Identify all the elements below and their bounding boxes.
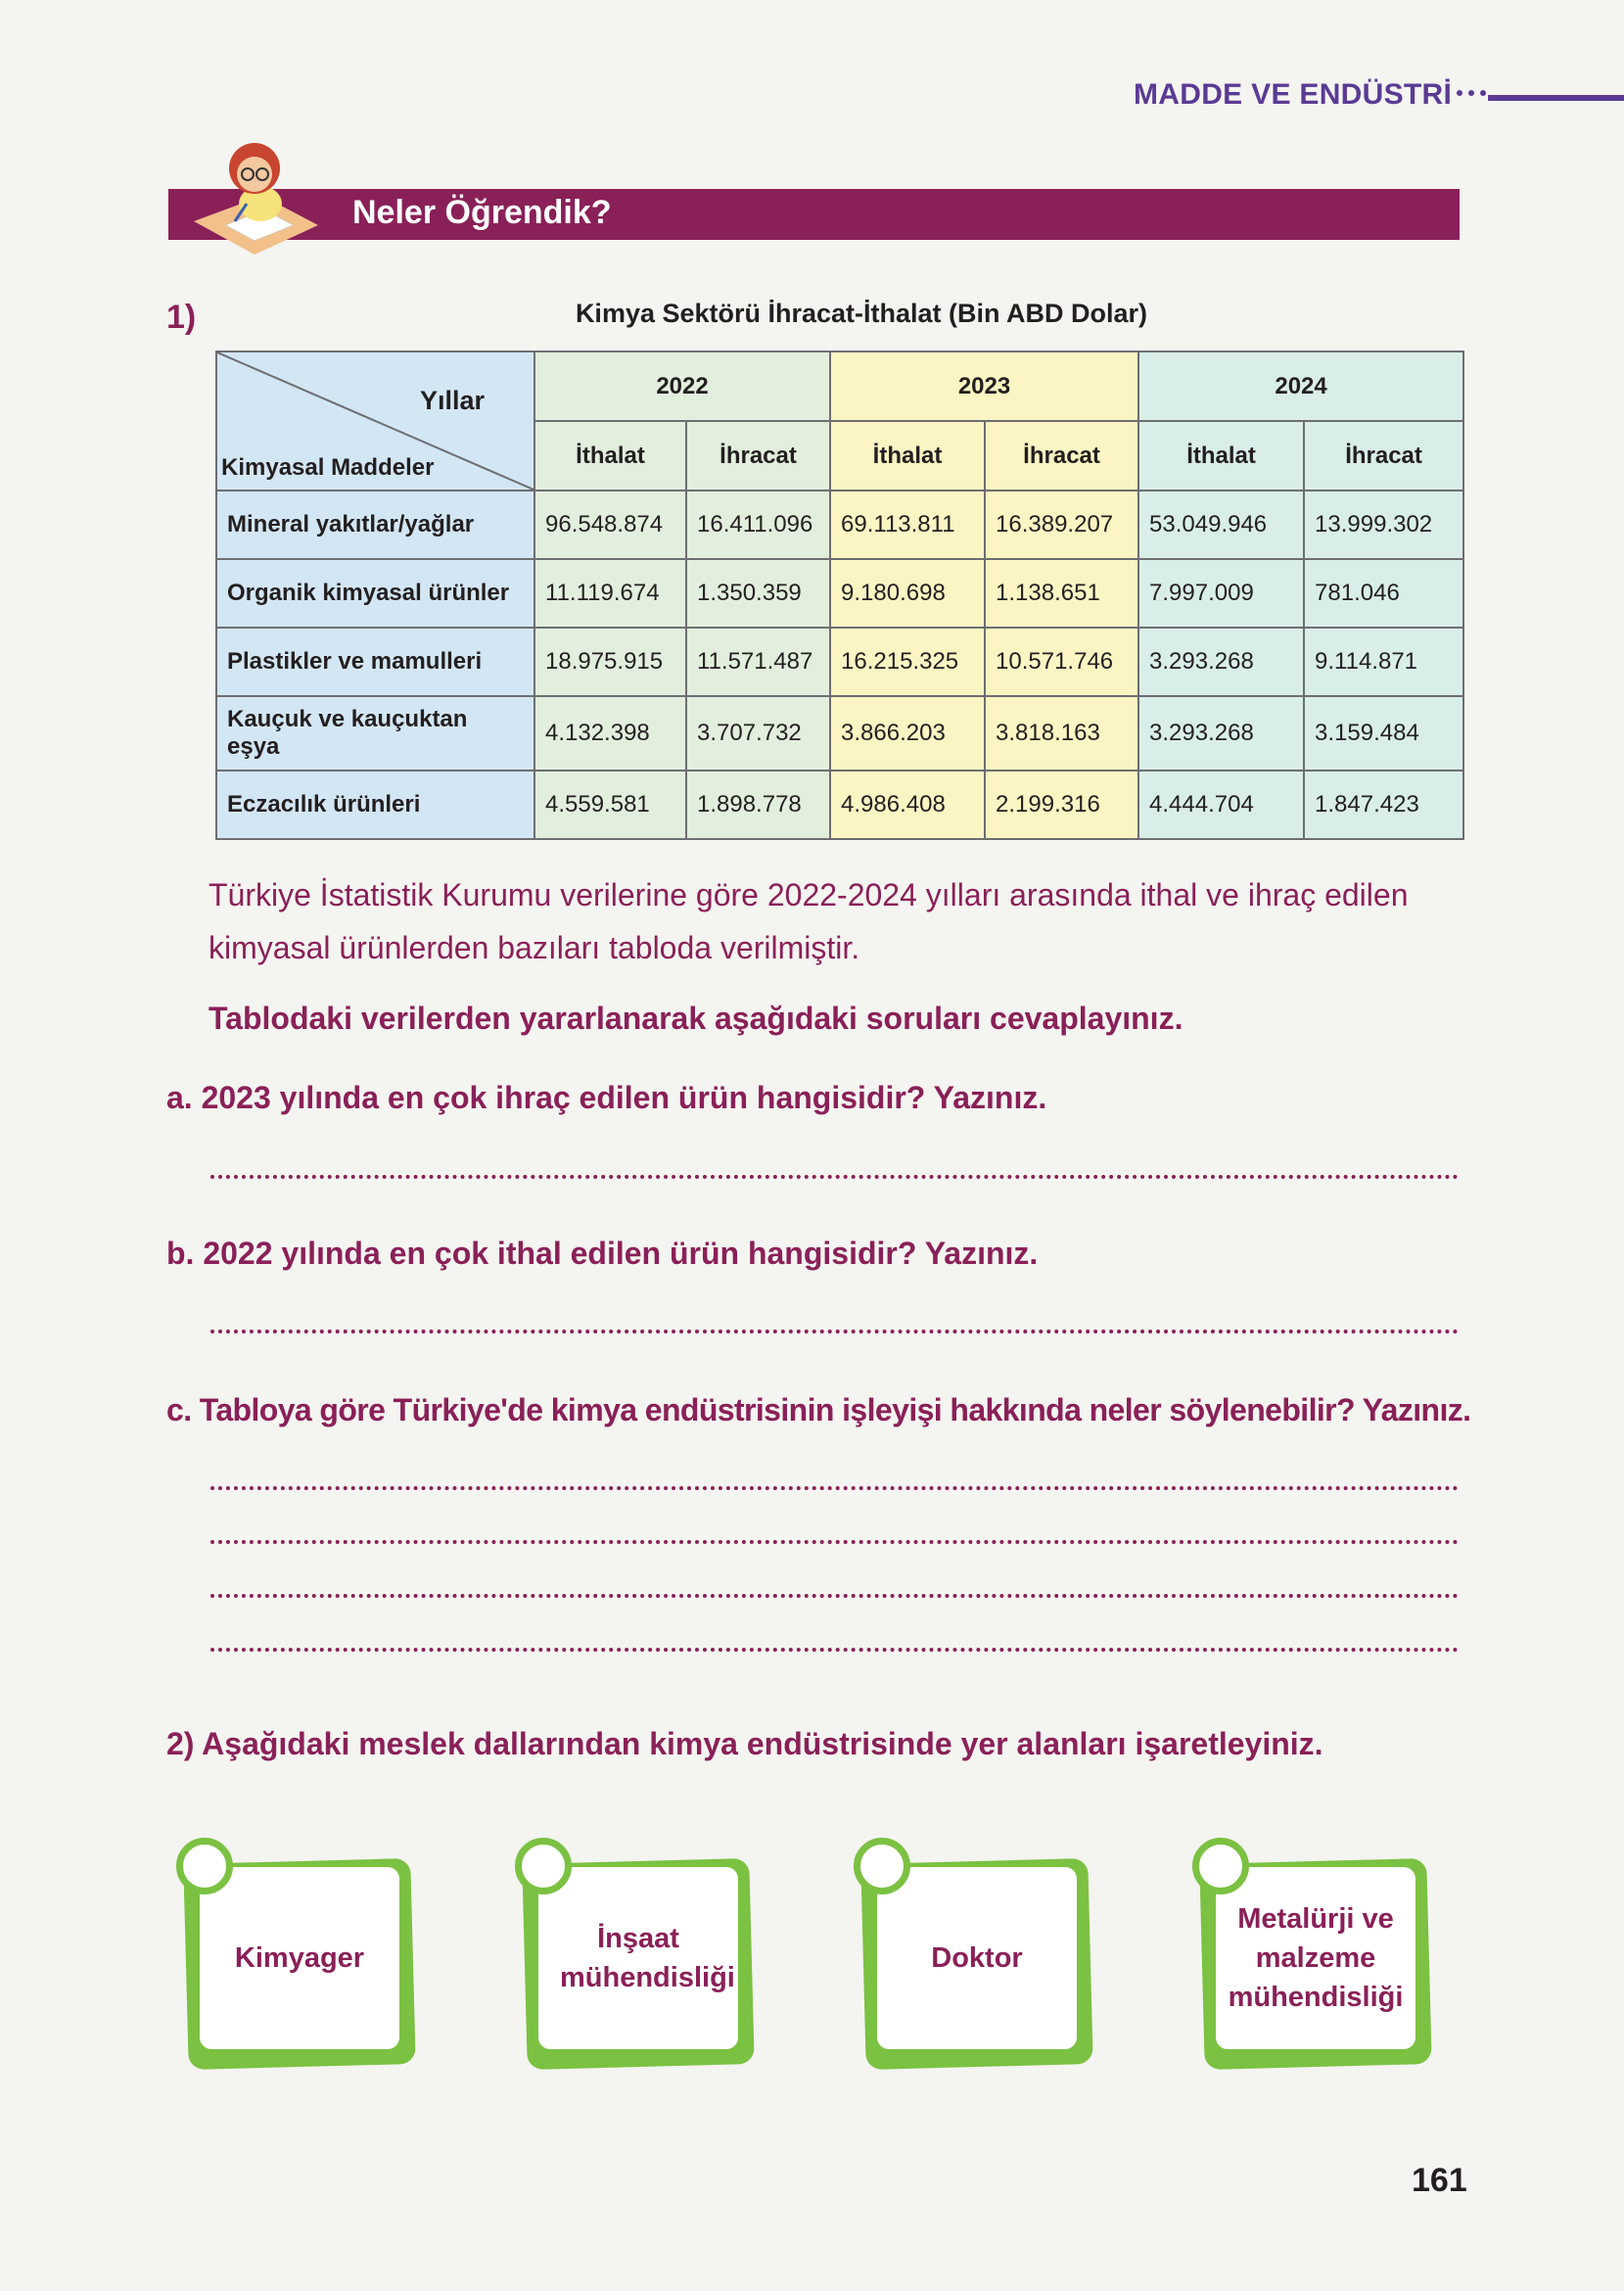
header-dots	[1457, 90, 1486, 96]
table-cell: 1.138.651	[985, 559, 1138, 628]
table-cell: 3.293.268	[1138, 628, 1304, 696]
year-header: 2022	[534, 351, 830, 421]
checkbox-ring[interactable]	[1192, 1838, 1249, 1894]
answer-line-c-2[interactable]	[210, 1540, 1459, 1544]
table-cell: 1.847.423	[1304, 771, 1463, 839]
table-cell: 3.866.203	[830, 696, 985, 771]
table-cell: 18.975.915	[534, 628, 686, 696]
row-label: Kauçuk ve kauçuktan eşya	[216, 696, 534, 771]
chemical-trade-table	[215, 351, 1464, 840]
option-label: Kimyager	[234, 1942, 365, 1974]
checkbox-ring[interactable]	[176, 1838, 233, 1894]
question-a: a. 2023 yılında en çok ihraç edilen ürün hangisidir? Yazınız.	[166, 1080, 1047, 1115]
table-row	[216, 491, 1463, 559]
answer-line-c-4[interactable]	[210, 1648, 1459, 1652]
table-cell: 4.132.398	[534, 696, 686, 771]
intro-paragraph: Türkiye İstatistik Kurumu verilerine göre 2022-2024 yılları arasında ithal ve ihraç edilen kimyasal ürünlerden bazıları tabloda verilmiştir.	[209, 877, 1409, 965]
table-cell: 4.986.408	[830, 771, 985, 839]
table-cell: 4.444.704	[1138, 771, 1304, 839]
table-cell: 16.389.207	[985, 491, 1138, 559]
subheader-import: İthalat	[534, 421, 686, 491]
table-cell: 69.113.811	[830, 491, 985, 559]
answer-line-a[interactable]	[210, 1175, 1459, 1179]
table-cell: 13.999.302	[1304, 491, 1463, 559]
row-label: Organik kimyasal ürünler	[216, 559, 534, 628]
table-row	[216, 771, 1463, 839]
table-cell: 16.411.096	[686, 491, 830, 559]
checkbox-ring[interactable]	[515, 1838, 572, 1894]
answer-line-b[interactable]	[210, 1330, 1459, 1333]
question-b: b. 2022 yılında en çok ithal edilen ürün hangisidir? Yazınız.	[166, 1236, 1039, 1271]
question-2: 2) Aşağıdaki meslek dallarından kimya endüstrisinde yer alanları işaretleyiniz.	[166, 1726, 1323, 1761]
student-writing-illustration	[186, 135, 323, 262]
table-corner-header	[216, 351, 534, 491]
corner-chemicals-label: Kimyasal Maddeler	[221, 454, 435, 481]
row-label: Plastikler ve mamulleri	[216, 628, 534, 696]
table-row	[216, 628, 1463, 696]
table-cell: 1.898.778	[686, 771, 830, 839]
table-row	[216, 559, 1463, 628]
instruction-text: Tablodaki verilerden yararlanarak aşağıdaki soruları cevaplayınız.	[209, 1001, 1183, 1036]
table-cell: 1.350.359	[686, 559, 830, 628]
subheader-export: İhracat	[1304, 421, 1463, 491]
page-number: 161	[1412, 2162, 1467, 2199]
section-title: Neler Öğrendik?	[352, 194, 612, 231]
header-rule	[1488, 95, 1624, 101]
table-cell: 7.997.009	[1138, 559, 1304, 628]
subheader-import: İthalat	[1138, 421, 1304, 491]
subheader-import: İthalat	[830, 421, 985, 491]
table-cell: 2.199.316	[985, 771, 1138, 839]
answer-line-c-1[interactable]	[210, 1486, 1459, 1490]
subheader-export: İhracat	[985, 421, 1138, 491]
row-label: Eczacılık ürünleri	[216, 771, 534, 839]
table-cell: 781.046	[1304, 559, 1463, 628]
option-label: Doktor	[931, 1942, 1023, 1974]
question-1-number: 1)	[166, 299, 197, 336]
table-cell: 3.818.163	[985, 696, 1138, 771]
table-cell: 3.293.268	[1138, 696, 1304, 771]
table-cell: 96.548.874	[534, 491, 686, 559]
table-cell: 11.119.674	[534, 559, 686, 628]
option-card-chemist[interactable]	[186, 1853, 413, 2059]
subheader-export: İhracat	[686, 421, 830, 491]
year-header: 2023	[830, 351, 1138, 421]
table-cell: 3.159.484	[1304, 696, 1463, 771]
running-header: MADDE VE ENDÜSTRİ	[1134, 78, 1453, 111]
table-cell: 53.049.946	[1138, 491, 1304, 559]
option-card-doctor[interactable]	[863, 1853, 1090, 2059]
table-cell: 9.114.871	[1304, 628, 1463, 696]
table-cell: 9.180.698	[830, 559, 985, 628]
row-label: Mineral yakıtlar/yağlar	[216, 491, 534, 559]
table-cell: 10.571.746	[985, 628, 1138, 696]
table-caption: Kimya Sektörü İhracat-İthalat (Bin ABD Dolar)	[575, 299, 1148, 328]
table-cell: 4.559.581	[534, 771, 686, 839]
question-c: c. Tabloya göre Türkiye'de kimya endüstrisinin işleyişi hakkında neler söylenebilir? Yazınız.	[166, 1392, 1471, 1427]
answer-line-c-3[interactable]	[210, 1594, 1459, 1598]
option-card-metallurgy[interactable]	[1202, 1853, 1429, 2059]
checkbox-ring[interactable]	[854, 1838, 910, 1894]
option-card-civil-engineering[interactable]	[525, 1853, 752, 2059]
option-label: İnşaat mühendisliği	[560, 1923, 735, 1993]
year-header: 2024	[1138, 351, 1463, 421]
table-cell: 16.215.325	[830, 628, 985, 696]
table-row	[216, 696, 1463, 771]
corner-years-label: Yıllar	[419, 386, 485, 415]
table-cell: 11.571.487	[686, 628, 830, 696]
table-cell: 3.707.732	[686, 696, 830, 771]
option-label: Metalürji ve malzeme mühendisliği	[1228, 1903, 1404, 2013]
